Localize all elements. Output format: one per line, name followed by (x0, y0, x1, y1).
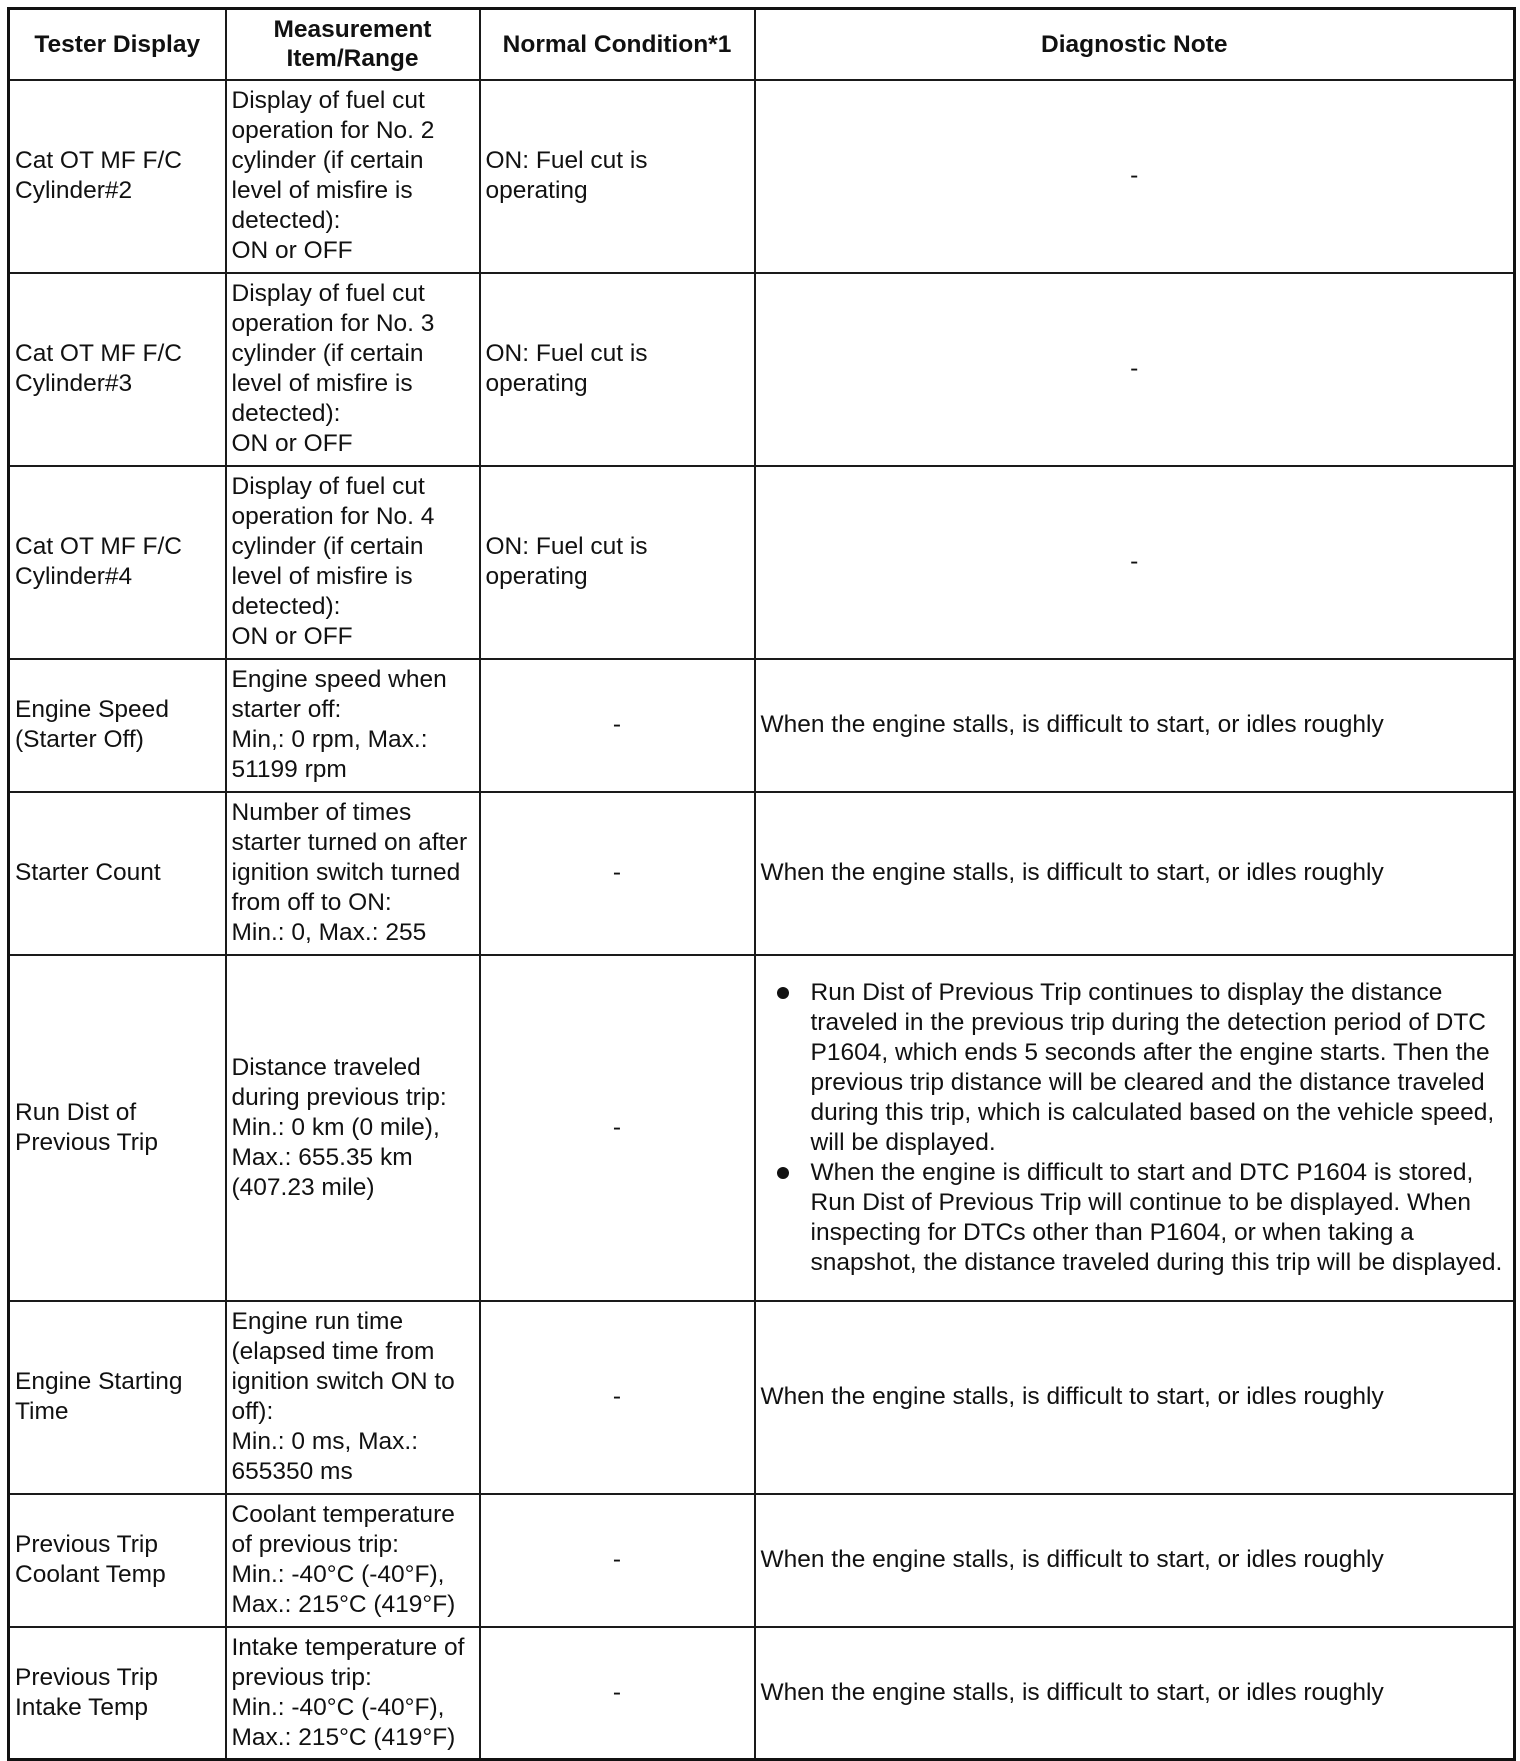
cell-tester-display: Previous Trip Intake Temp (9, 1627, 226, 1760)
cell-normal-condition: - (480, 792, 755, 955)
table-row (9, 792, 1515, 955)
table-row (9, 659, 1515, 792)
table-row (9, 1494, 1515, 1627)
cell-diagnostic-note: When the engine stalls, is difficult to start, or idles roughly (755, 1627, 1515, 1760)
cell-tester-display: Cat OT MF F/C Cylinder#2 (9, 80, 226, 273)
cell-tester-display: Engine Starting Time (9, 1301, 226, 1494)
table-row (9, 80, 1515, 273)
note-text: When the engine is difficult to start and DTC P1604 is stored, Run Dist of Previous Trip will continue to be displayed. When inspecting for DTCs other than P1604, or when taking a snapshot, the distance traveled during this trip will be displayed. (810, 1158, 1503, 1276)
header-diagnostic-note: Diagnostic Note (755, 9, 1515, 80)
cell-normal-condition: - (480, 955, 755, 1301)
table-row (9, 273, 1515, 466)
table-row (9, 466, 1515, 659)
list-item (761, 978, 1509, 1158)
cell-measurement-range: Coolant temperature of previous trip: Min.: -40°C (-40°F), Max.: 215°C (419°F) (226, 1494, 480, 1627)
header-measurement-range: Measurement Item/Range (226, 9, 480, 80)
bullet-icon (777, 987, 789, 999)
cell-normal-condition: - (480, 1301, 755, 1494)
cell-measurement-range: Display of fuel cut operation for No. 3 cylinder (if certain level of misfire is detected): ON or OFF (226, 273, 480, 466)
cell-tester-display: Starter Count (9, 792, 226, 955)
cell-normal-condition: ON: Fuel cut is operating (480, 80, 755, 273)
data-list-table (7, 7, 1516, 1761)
cell-diagnostic-note: - (755, 466, 1515, 659)
cell-measurement-range: Engine speed when starter off: Min,: 0 rpm, Max.: 51199 rpm (226, 659, 480, 792)
cell-tester-display: Previous Trip Coolant Temp (9, 1494, 226, 1627)
cell-tester-display: Cat OT MF F/C Cylinder#4 (9, 466, 226, 659)
cell-diagnostic-note: When the engine stalls, is difficult to start, or idles roughly (755, 1301, 1515, 1494)
cell-normal-condition: ON: Fuel cut is operating (480, 466, 755, 659)
table-row (9, 1627, 1515, 1760)
cell-tester-display: Engine Speed (Starter Off) (9, 659, 226, 792)
document-page (7, 7, 1516, 1761)
header-normal-condition: Normal Condition*1 (480, 9, 755, 80)
cell-diagnostic-note: When the engine stalls, is difficult to start, or idles roughly (755, 659, 1515, 792)
bullet-icon (777, 1167, 789, 1179)
cell-diagnostic-note: When the engine stalls, is difficult to start, or idles roughly (755, 1494, 1515, 1627)
cell-measurement-range: Display of fuel cut operation for No. 4 cylinder (if certain level of misfire is detected): ON or OFF (226, 466, 480, 659)
list-item (761, 1158, 1509, 1278)
cell-measurement-range: Engine run time (elapsed time from ignition switch ON to off): Min.: 0 ms, Max.: 655350 ms (226, 1301, 480, 1494)
table-row (9, 1301, 1515, 1494)
cell-tester-display: Cat OT MF F/C Cylinder#3 (9, 273, 226, 466)
cell-normal-condition: - (480, 659, 755, 792)
cell-diagnostic-note: When the engine stalls, is difficult to start, or idles roughly (755, 792, 1515, 955)
note-text: Run Dist of Previous Trip continues to display the distance traveled in the previous trip during the detection period of DTC P1604, which ends 5 seconds after the engine starts. Then the previous trip distance will be cleared and the distance traveled during this trip, which is calculated based on the vehicle speed, will be displayed. (810, 978, 1495, 1156)
header-tester-display: Tester Display (9, 9, 226, 80)
cell-normal-condition: ON: Fuel cut is operating (480, 273, 755, 466)
diagnostic-note-list (761, 978, 1509, 1278)
cell-diagnostic-note: - (755, 273, 1515, 466)
cell-measurement-range: Distance traveled during previous trip: Min.: 0 km (0 mile), Max.: 655.35 km (407.23 mile) (226, 955, 480, 1301)
cell-diagnostic-note (755, 955, 1515, 1301)
table-row (9, 955, 1515, 1301)
cell-measurement-range: Number of times starter turned on after ignition switch turned from off to ON: Min.: 0, Max.: 255 (226, 792, 480, 955)
cell-normal-condition: - (480, 1494, 755, 1627)
cell-measurement-range: Display of fuel cut operation for No. 2 cylinder (if certain level of misfire is detected): ON or OFF (226, 80, 480, 273)
cell-diagnostic-note: - (755, 80, 1515, 273)
cell-measurement-range: Intake temperature of previous trip: Min.: -40°C (-40°F), Max.: 215°C (419°F) (226, 1627, 480, 1760)
cell-tester-display: Run Dist of Previous Trip (9, 955, 226, 1301)
header-row (9, 9, 1515, 80)
cell-normal-condition: - (480, 1627, 755, 1760)
